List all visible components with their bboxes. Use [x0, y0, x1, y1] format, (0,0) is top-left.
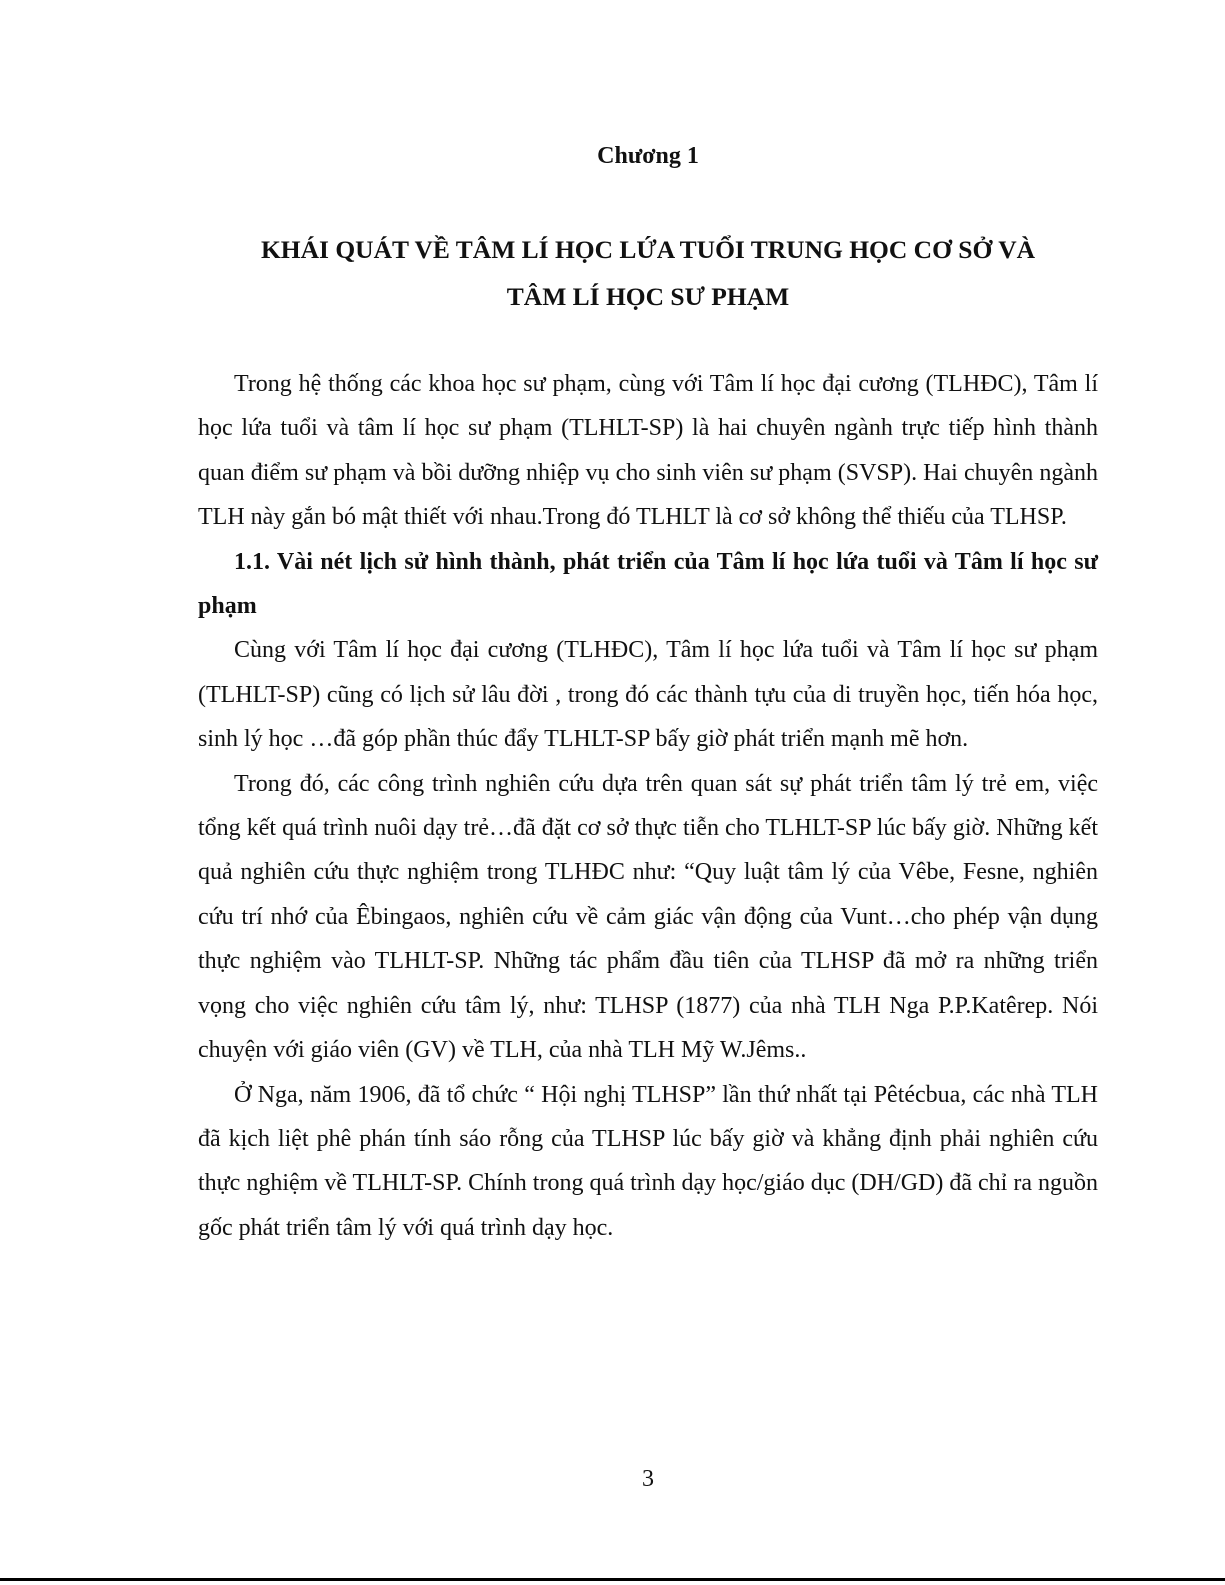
page-number: 3: [642, 1466, 654, 1492]
paragraph-history: Cùng với Tâm lí học đại cương (TLHĐC), Tâm lí học lứa tuổi và Tâm lí học sư phạm (TLHLT-SP) cũng có lịch sử lâu đời , trong đó các thành tựu của di truyền học, tiến hóa học, sinh lý học …đã góp phần thúc đẩy TLHLT-SP bấy giờ phát triển mạnh mẽ hơn.: [198, 637, 1098, 753]
paragraph-intro: Trong hệ thống các khoa học sư phạm, cùng với Tâm lí học đại cương (TLHĐC), Tâm lí học lứa tuổi và tâm lí học sư phạm (TLHLT-SP) là hai chuyên ngành trực tiếp hình thành quan điểm sư phạm và bồi dưỡng nhiệp vụ cho sinh viên sư phạm (SVSP). Hai chuyên ngành TLH này gắn bó mật thiết với nhau.Trong đó TLHLT là cơ sở không thể thiếu của TLHSP.: [198, 371, 1098, 531]
chapter-title-line-1: KHÁI QUÁT VỀ TÂM LÍ HỌC LỨA TUỔI TRUNG HỌC CƠ SỞ VÀ: [260, 235, 1036, 264]
section-heading-1-1: 1.1. Vài nét lịch sử hình thành, phát triển của Tâm lí học lứa tuổi và Tâm lí học sư phạm: [198, 548, 1098, 620]
paragraph-russia: Ở Nga, năm 1906, đã tổ chức “ Hội nghị TLHSP” lần thứ nhất tại Pêtécbua, các nhà TLH đã kịch liệt phê phán tính sáo rỗng của TLHSP lúc bấy giờ và khẳng định phải nghiên cứu thực nghiệm về TLHLT-SP. Chính trong quá trình dạy học/giáo dục (DH/GD) đã chỉ ra nguồn gốc phát triển tâm lý với quá trình dạy học.: [198, 1081, 1098, 1241]
paragraph-research: Trong đó, các công trình nghiên cứu dựa trên quan sát sự phát triển tâm lý trẻ em, việc tổng kết quá trình nuôi dạy trẻ…đã đặt cơ sở thực tiễn cho TLHLT-SP lúc bấy giờ. Những kết quả nghiên cứu thực nghiệm trong TLHĐC như: “Quy luật tâm lý của Vêbe, Fesne, nghiên cứu trí nhớ của Êbingaos, nghiên cứu về cảm giác vận động của Vunt…cho phép vận dụng thực nghiệm vào TLHLT-SP. Những tác phẩm đầu tiên của TLHSP đã mở ra những triển vọng cho việc nghiên cứu tâm lý, như: TLHSP (1877) của nhà TLH Nga P.P.Katêrep. Nói chuyện với giáo viên (GV) về TLH, của nhà TLH Mỹ W.Jêms..: [198, 770, 1098, 1064]
chapter-title: [198, 226, 1098, 320]
body-text: [198, 362, 1098, 1250]
bottom-rule: [0, 1578, 1225, 1581]
chapter-title-line-2: TÂM LÍ HỌC SƯ PHẠM: [506, 282, 790, 311]
chapter-label: Chương 1: [597, 143, 699, 169]
